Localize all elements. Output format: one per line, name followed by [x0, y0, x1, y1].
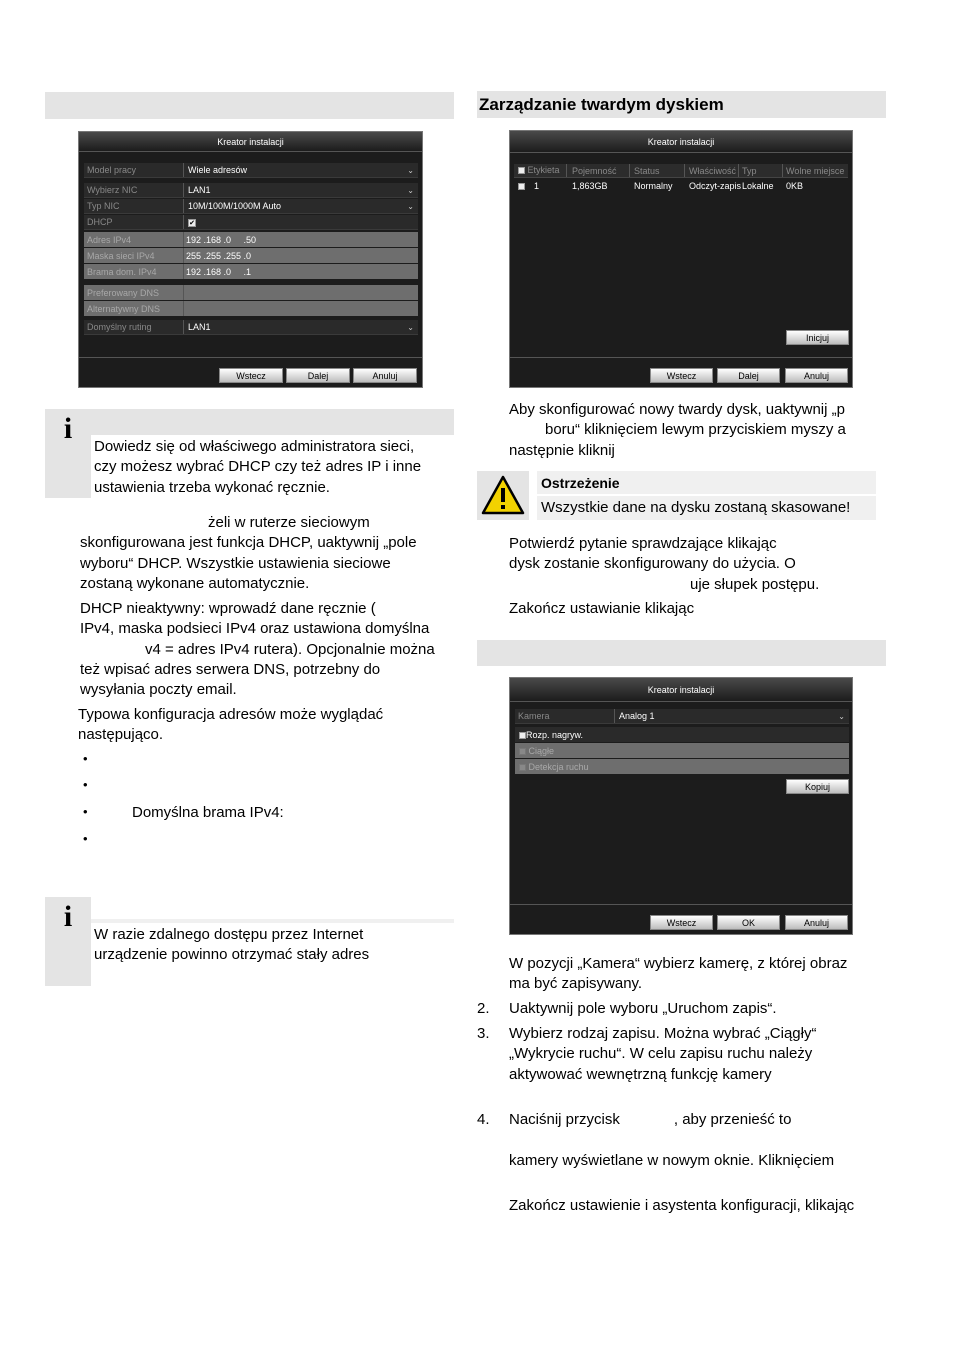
row-ipv4: Adres IPv4 192 .168 .0 .50 [84, 232, 418, 247]
typical-config-paragraph: Typowa konfiguracja adresów może wyglądać następująco. [78, 706, 384, 744]
row-mask: Maska sieci IPv4 255 .255 .255 .0 [84, 248, 418, 263]
step-4-number: 4. [477, 1111, 490, 1128]
row-dns1: Preferowany DNS [84, 285, 418, 300]
copy-button: Kopiuj [786, 779, 849, 794]
left-section-header-bar [45, 92, 454, 119]
dhcp-paragraph: żeli w ruterze sieciowym skonfigurowana jest funkcja DHCP, uaktywnij „pole wyboru“ DHCP. Wszystkie ustawienia sieciowe zostaną wykonane automatycznie. [80, 514, 417, 592]
next-button: Dalej [717, 368, 780, 383]
hdd-table-header: Etykieta Pojemność Status Właściwość Typ Wolne miejsce [514, 164, 848, 178]
init-button: Inicjuj [786, 330, 849, 345]
step-3: Wybierz rodzaj zapisu. Można wybrać „Ciągły“ „Wykrycie ruchu“. W celu zapisu ruchu należy aktywować wewnętrzną funkcję kamery [509, 1025, 817, 1083]
row-dhcp: DHCP ✔ [84, 215, 418, 230]
next-button: Dalej [286, 368, 350, 383]
dialog-title: Kreator instalacji [510, 678, 852, 702]
row-camera: Kamera Analog 1 ⌄ [515, 709, 849, 724]
row-nic: Wybierz NIC LAN1 ⌄ [84, 183, 418, 198]
step-2: Uaktywnij pole wyboru „Uruchom zapis“. [509, 1000, 777, 1017]
row-routing: Domyślny ruting LAN1 ⌄ [84, 320, 418, 335]
info-icon: i [63, 412, 73, 445]
chevron-down-icon: ⌄ [407, 322, 414, 332]
dialog-title: Kreator instalacji [510, 131, 852, 153]
row-model: Model pracy Wiele adresów ⌄ [84, 163, 418, 178]
row-gateway: Brama dom. IPv4 192 .168 .0 .1 [84, 264, 418, 279]
back-button: Wstecz [219, 368, 283, 383]
hdd-paragraph-1: Aby skonfigurować nowy twardy dysk, uaktywnij „p boru“ kliknięciem lewym przyciskiem myszy a następnie kliknij [509, 401, 846, 459]
info-box-header-strip [91, 919, 454, 923]
dhcp-checkbox: ✔ [189, 219, 195, 227]
step-1: W pozycji „Kamera“ wybierz kamerę, z której obraz ma być zapisywany. [509, 955, 848, 993]
chevron-down-icon: ⌄ [407, 201, 414, 211]
back-button: Wstecz [650, 368, 713, 383]
cancel-button: Anuluj [785, 368, 848, 383]
info-icon: i [63, 900, 73, 933]
info-box-2-text: W razie zdalnego dostępu przez Internet urządzenie powinno otrzymać stały adres [94, 926, 370, 964]
step-4: Naciśnij przycisk , aby przenieść to [509, 1111, 792, 1128]
finish-paragraph: Zakończ ustawienie i asystenta konfiguracji, klikając [509, 1197, 855, 1214]
chevron-down-icon: ⌄ [407, 185, 414, 195]
row-nic-type: Typ NIC 10M/100M/1000M Auto ⌄ [84, 199, 418, 214]
back-button: Wstecz [650, 915, 713, 930]
manual-paragraph: DHCP nieaktywny: wprowadź dane ręcznie ( IPv4, maska podsieci IPv4 oraz ustawiona domyślna v4 = adres IPv4 rutera). Opcjonalnie można też wpisać adres serwera DNS, potrzebny do wysyłania poczty email. [80, 600, 435, 699]
ok-button: OK [717, 915, 780, 930]
info-box-header-strip [91, 409, 454, 435]
row-motion: Detekcja ruchu [515, 759, 849, 774]
info-box-1-text: Dowiedz się od właściwego administratora sieci, czy możesz wybrać DHCP czy też adres IP i inne ustawienia trzeba wykonać ręcznie. [94, 438, 422, 496]
chevron-down-icon: ⌄ [838, 711, 845, 721]
hdd-paragraph-3: Zakończ ustawianie klikając [509, 600, 695, 617]
section-heading: Zarządzanie twardym dyskiem [479, 95, 724, 114]
network-setup-screenshot [78, 131, 423, 388]
hdd-paragraph-2: Potwierdź pytanie sprawdzające klikając dysk zostanie skonfigurowany do użycia. O uje słupek postępu. [509, 535, 820, 593]
bullet-dot: • [83, 777, 88, 792]
bullet-dot: • [83, 831, 88, 846]
copy-paragraph: kamery wyświetlane w nowym oknie. Kliknięciem [509, 1152, 835, 1169]
row-dns2: Alternatywny DNS [84, 301, 418, 316]
warning-title: Ostrzeżenie [541, 475, 620, 491]
right-section-header-bar [477, 640, 886, 666]
cancel-button: Anuluj [785, 915, 848, 930]
hdd-setup-screenshot [509, 130, 853, 388]
bullet-item-3: Domyślna brama IPv4: [132, 804, 284, 821]
bullet-dot: • [83, 804, 88, 819]
warning-text: Wszystkie dane na dysku zostaną skasowane! [541, 499, 851, 516]
bullet-dot: • [83, 751, 88, 766]
hdd-table-row: 1 1,863GB Normalny Odczyt-zapis Lokalne 0KB [514, 179, 848, 193]
cancel-button: Anuluj [353, 368, 417, 383]
row-continuous: Ciągłe [515, 743, 849, 758]
step-3-number: 3. [477, 1025, 490, 1042]
dialog-title: Kreator instalacji [79, 132, 422, 152]
step-2-number: 2. [477, 1000, 490, 1017]
chevron-down-icon: ⌄ [407, 165, 414, 175]
recording-setup-screenshot [509, 677, 853, 935]
warning-icon [480, 474, 526, 516]
row-start-recording: Rozp. nagryw. [515, 727, 849, 742]
